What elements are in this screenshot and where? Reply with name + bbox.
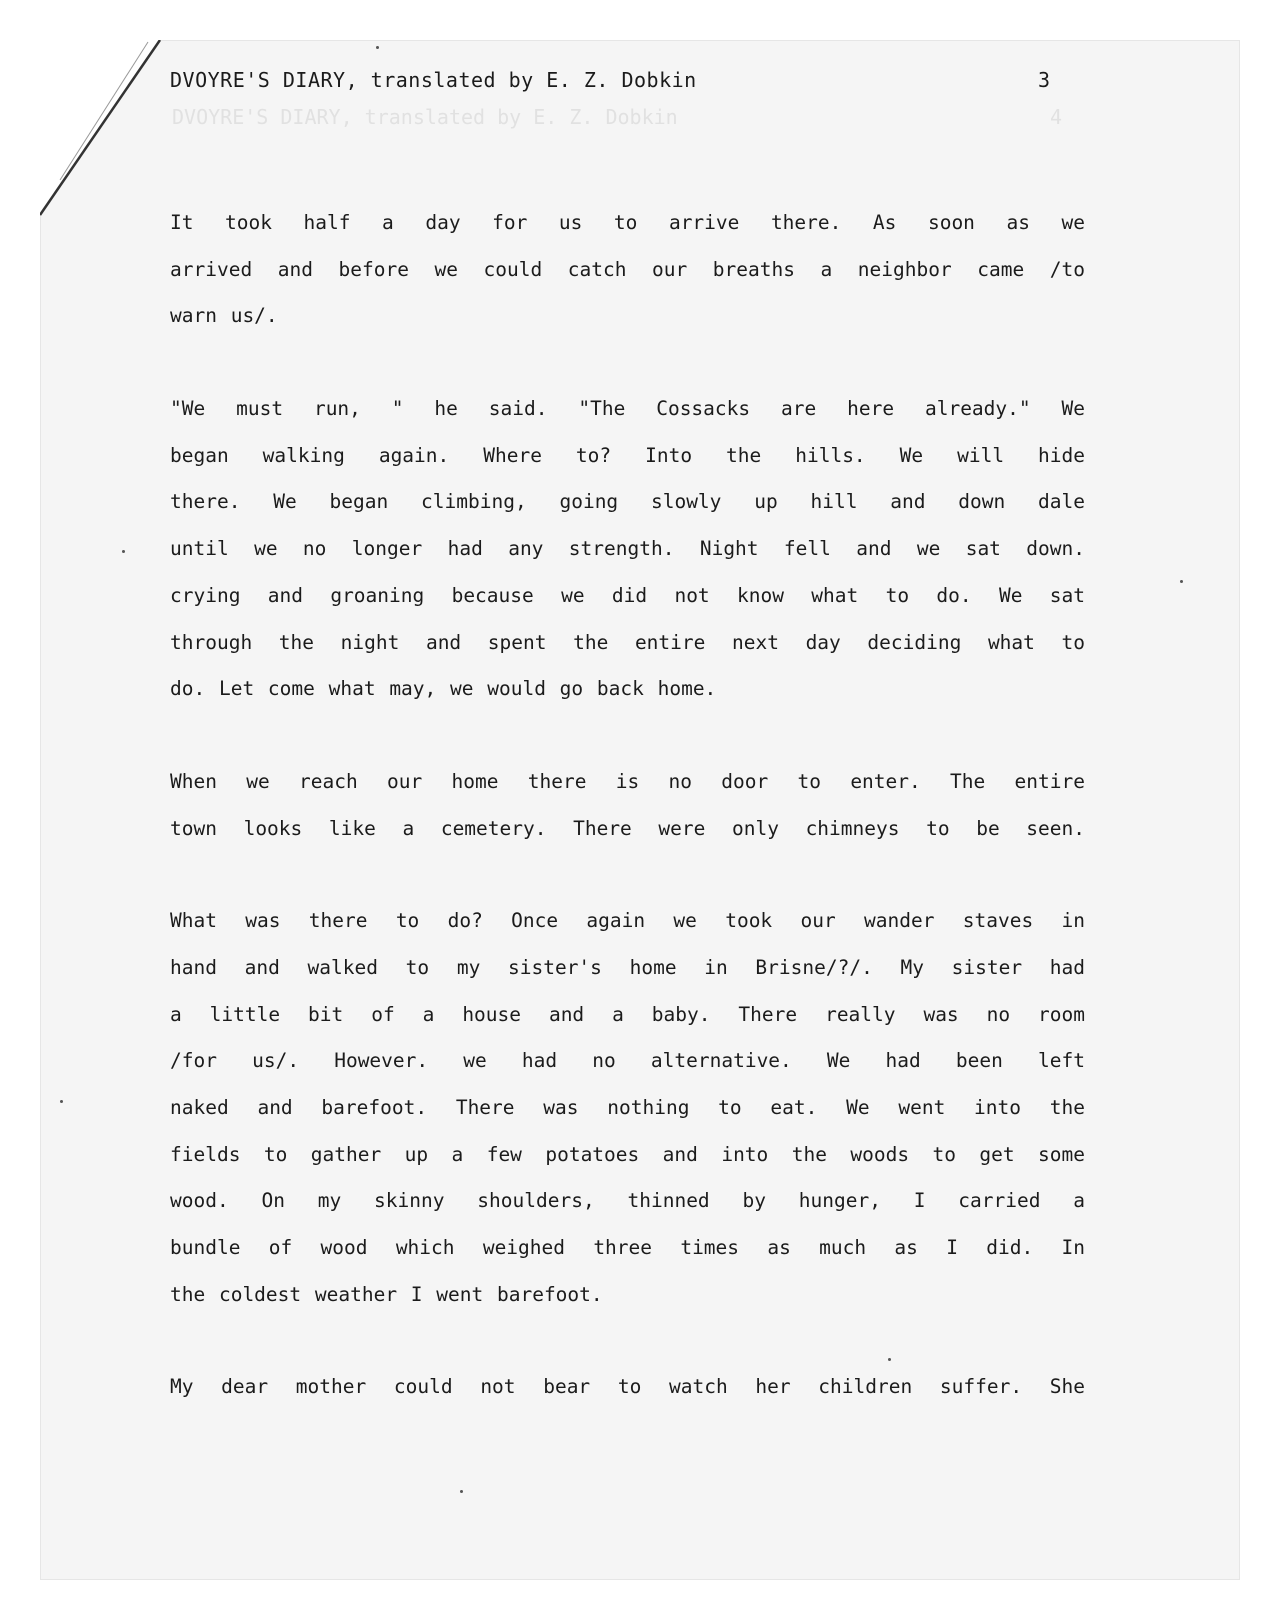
page-number: 3 <box>1038 68 1051 92</box>
text-line: It took half a day for us to arrive there. As soon as we <box>170 211 1085 234</box>
paragraph-5 <box>170 1364 1085 1411</box>
text-line: through the night and spent the entire next day deciding what to <box>170 630 1085 654</box>
document-body <box>170 200 1085 1457</box>
text-line: crying and groaning because we did not know what to do. We sat <box>170 583 1085 607</box>
text-line: naked and barefoot. There was nothing to eat. We went into the <box>170 1096 1085 1119</box>
text-line: the coldest weather I went barefoot. <box>170 1282 603 1306</box>
scan-speck <box>1180 580 1183 583</box>
text-line: arrived and before we could catch our breaths a neighbor came /to <box>170 257 1085 281</box>
text-line: What was there to do? Once again we took our wander staves in <box>170 909 1085 933</box>
document-sheet <box>40 40 1240 1580</box>
text-line: fields to gather up a few potatoes and into the woods to get some <box>170 1142 1085 1166</box>
scan-speck <box>122 550 125 553</box>
paragraph-3 <box>170 759 1085 852</box>
text-line: town looks like a cemetery. There were only chimneys to be seen. <box>170 816 1085 840</box>
text-line: My dear mother could not bear to watch her children suffer. She <box>170 1375 1085 1399</box>
scan-speck <box>60 1100 63 1103</box>
bleed-through-page-number: 4 <box>1050 105 1063 129</box>
text-line: a little bit of a house and a baby. There really was no room <box>170 1002 1085 1026</box>
text-line: began walking again. Where to? Into the hills. We will hide <box>170 443 1085 467</box>
text-line: /for us/. However. we had no alternative. We had been left <box>170 1049 1085 1073</box>
paragraph-2 <box>170 386 1085 713</box>
page-header: DVOYRE'S DIARY, translated by E. Z. Dobkin <box>170 68 697 92</box>
text-line: bundle of wood which weighed three times as much as I did. In <box>170 1236 1085 1260</box>
scan-speck <box>460 1490 463 1493</box>
text-line: hand and walked to my sister's home in Brisne/?/. My sister had <box>170 955 1085 979</box>
text-line: do. Let come what may, we would go back home. <box>170 677 717 701</box>
text-line: there. We began climbing, going slowly up hill and down dale <box>170 490 1085 514</box>
folded-corner <box>40 40 180 220</box>
text-line: until we no longer had any strength. Night fell and we sat down. <box>170 537 1085 561</box>
text-line: wood. On my skinny shoulders, thinned by hunger, I carried a <box>170 1189 1085 1213</box>
text-line: "We must run, " he said. "The Cossacks are here already." We <box>170 397 1085 421</box>
text-line: warn us/. <box>170 304 278 328</box>
paragraph-1 <box>170 200 1085 340</box>
scan-speck <box>888 1358 891 1361</box>
scan-speck <box>376 46 379 49</box>
text-line: When we reach our home there is no door to enter. The entire <box>170 769 1085 793</box>
paragraph-4 <box>170 898 1085 1318</box>
bleed-through-header: DVOYRE'S DIARY, translated by E. Z. Dobkin <box>172 105 678 129</box>
